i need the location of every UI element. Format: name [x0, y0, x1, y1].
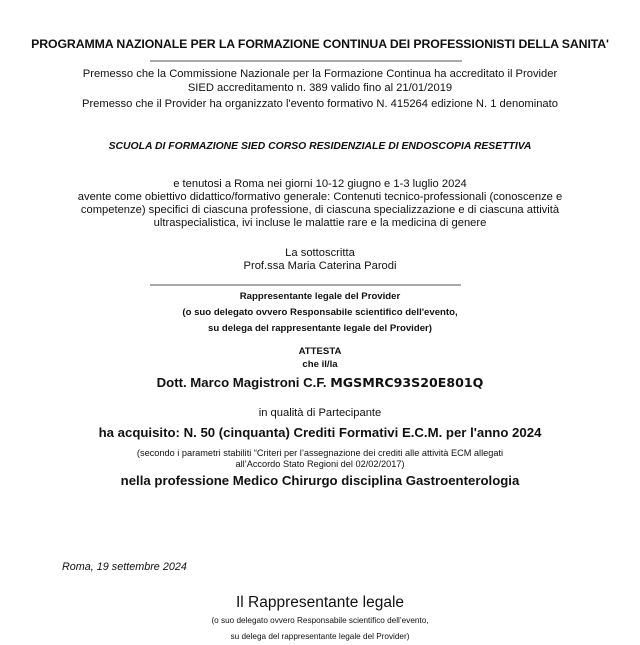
- participant-capacity: in qualità di Partecipante: [258, 407, 382, 419]
- event-detail-line: avente come obiettivo didattico/formativo generale: Contenuti tecnico-professionali (conoscenze e: [77, 191, 563, 203]
- signatory-divider: [150, 284, 461, 286]
- signature-subtitle: (o suo delegato ovvero Responsabile scientifico dell’evento,: [211, 616, 429, 625]
- premise-event-line: Premesso che il Provider ha organizzato l'evento formativo N. 415264 edizione N. 1 denominato: [81, 98, 558, 110]
- signatory-role-delegation: su delega del rappresentante legale del Provider): [208, 323, 432, 334]
- premise-accreditation-line: SIED accreditamento n. 389 valido fino al 21/01/2019: [187, 82, 453, 94]
- signature-title: Il Rappresentante legale: [235, 594, 405, 611]
- event-detail-line: competenze) specifici di ciascuna professione, di ciascuna specializzazione e di ciascuna attività: [80, 204, 560, 216]
- signatory-role: Rappresentante legale del Provider: [239, 291, 401, 302]
- credits-statement: ha acquisito: N. 50 (cinquanta) Crediti Formativi E.C.M. per l'anno 2024: [98, 425, 542, 440]
- place-date: Roma, 19 settembre 2024: [62, 561, 187, 573]
- top-divider: [150, 60, 462, 62]
- profession-statement: nella professione Medico Chirurgo disciplina Gastroenterologia: [120, 473, 520, 488]
- premise-provider-line: Premesso che la Commissione Nazionale per la Formazione Continua ha accreditato il Provider: [82, 68, 558, 80]
- participant-name: Dott. Marco Magistroni C.F.: [156, 375, 331, 390]
- attestation-subject-intro: che il/la: [302, 359, 338, 370]
- fiscal-code: MGSMRC93S20E801Q: [330, 375, 484, 390]
- attestation-verb: ATTESTA: [298, 346, 342, 357]
- participant-line: [0, 375, 640, 390]
- signatory-name: Prof.ssa Maria Caterina Parodi: [243, 260, 397, 272]
- signature-subtitle-delegation: su delega del rappresentante legale del Provider): [230, 632, 410, 641]
- program-title: PROGRAMMA NAZIONALE PER LA FORMAZIONE CONTINUA DEI PROFESSIONISTI DELLA SANITA': [31, 37, 609, 51]
- event-name: SCUOLA DI FORMAZIONE SIED CORSO RESIDENZIALE DI ENDOSCOPIA RESETTIVA: [108, 141, 532, 152]
- criteria-note-agreement: all’Accordo Stato Regioni del 02/02/2017): [235, 459, 405, 469]
- event-detail-line: e tenutosi a Roma nei giorni 10-12 giugno e 1-3 luglio 2024: [173, 178, 467, 190]
- criteria-note: (secondo i parametri stabiliti “Criteri per l’assegnazione dei crediti alle attività ECM allegati: [136, 448, 504, 458]
- signatory-role-delegate: (o suo delegato ovvero Responsabile scientifico dell'evento,: [182, 307, 458, 318]
- signatory-intro: La sottoscritta: [285, 247, 355, 259]
- event-detail-line: ultraspecialistica, ivi incluse le malattie rare e la medicina di genere: [153, 217, 487, 229]
